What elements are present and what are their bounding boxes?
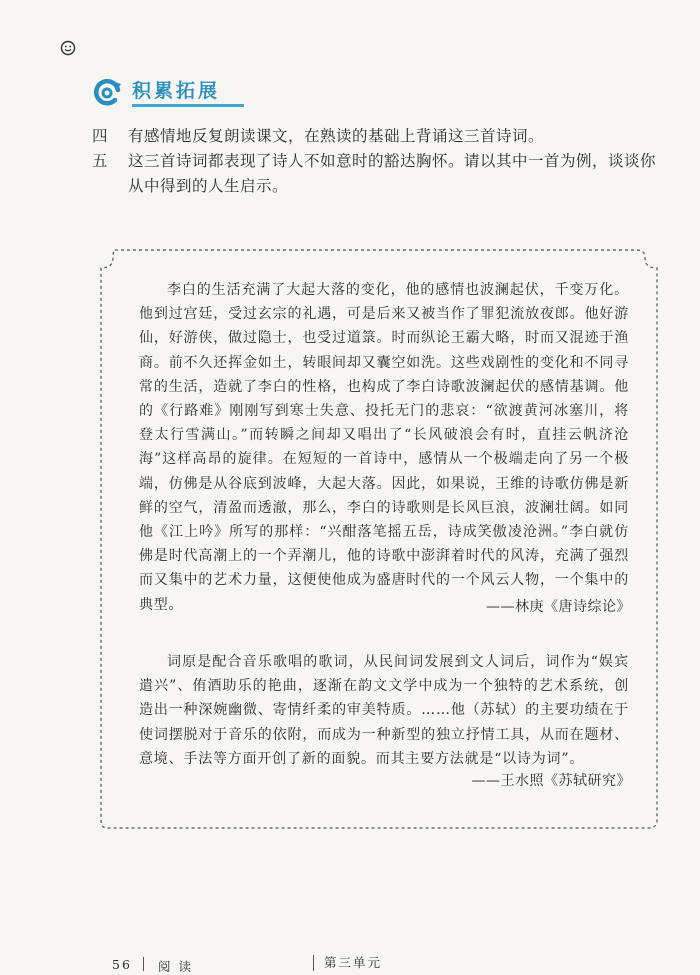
title-underline [132, 104, 244, 107]
task-item [92, 149, 657, 199]
footer-section: 阅 读 [158, 959, 193, 974]
excerpt-box [97, 246, 664, 832]
footer-divider [313, 955, 314, 971]
refresh-arrow-icon [92, 76, 124, 108]
page-number: 56 [112, 957, 132, 972]
excerpt-source: ——林庚《唐诗综论》 [486, 599, 631, 615]
task-text: 有感情地反复朗读课文，在熟读的基础上背诵这三首诗词。 [128, 127, 545, 145]
excerpt-source: ——王水照《苏轼研究》 [471, 773, 631, 789]
footer-divider [143, 957, 144, 971]
section-title: 积累拓展 [132, 80, 221, 102]
task-text: 这三首诗词都表现了诗人不如意时的豁达胸怀。请以其中一首为例，谈谈你从中得到的人生启示。 [128, 152, 657, 195]
footer-unit: 第三单元 [324, 955, 383, 970]
task-item [92, 124, 545, 149]
excerpt-paragraph: 词原是配合音乐歌唱的歌词，从民间词发展到文人词后，词作为“娱宾遣兴”、侑酒助乐的艳曲，逐渐在韵文文学中成为一个独特的艺术系统，创造出一种深婉幽微、寄情纤柔的审美特质。……他（苏轼）的主要功绩在于使词摆脱对于音乐的依附，而成为一种新型的独立抒情工具，从而在题材、意境、手法等方面开创了新的面貌。而其主要方法就是“以诗为词”。 [139, 654, 629, 767]
task-number: 五 [92, 152, 109, 170]
section-header [92, 74, 232, 110]
smile-icon [60, 40, 76, 56]
page-footer [0, 953, 700, 972]
task-number: 四 [92, 127, 109, 145]
excerpt-paragraph: 李白的生活充满了大起大落的变化，他的感情也波澜起伏，千变万化。他到过宫廷，受过玄宗的礼遇，可是后来又被当作了罪犯流放夜郎。他好游仙，好游侠，做过隐士，也受过道箓。时而纵论王霸大略，时而又混迹于渔商。前不久还挥金如土，转眼间却又囊空如洗。这些戏剧性的变化和不同寻常的生活，造就了李白的性格，也构成了李白诗歌波澜起伏的感情基调。他的《行路难》刚刚写到寒士失意、投托无门的悲哀：“欲渡黄河冰塞川，将登太行雪满山。”而转瞬之间却又唱出了“长风破浪会有时，直挂云帆济沧海”这样高昂的旋律。在短短的一首诗中，感情从一个极端走向了另一个极端，仿佛是从谷底到波峰，大起大落。因此，如果说，王维的诗歌仿佛是新鲜的空气，清盈而透澈，那么，李白的诗歌则是长风巨浪，波澜壮阔。如同他《江上吟》所写的那样：“兴酣落笔摇五岳，诗成笑傲凌沧洲。”李白就仿佛是时代高潮上的一个弄潮儿，他的诗歌中澎湃着时代的风涛，充满了强烈而又集中的艺术力量，这便使他成为盛唐时代的一个风云人物，一个集中的典型。 [139, 282, 629, 613]
